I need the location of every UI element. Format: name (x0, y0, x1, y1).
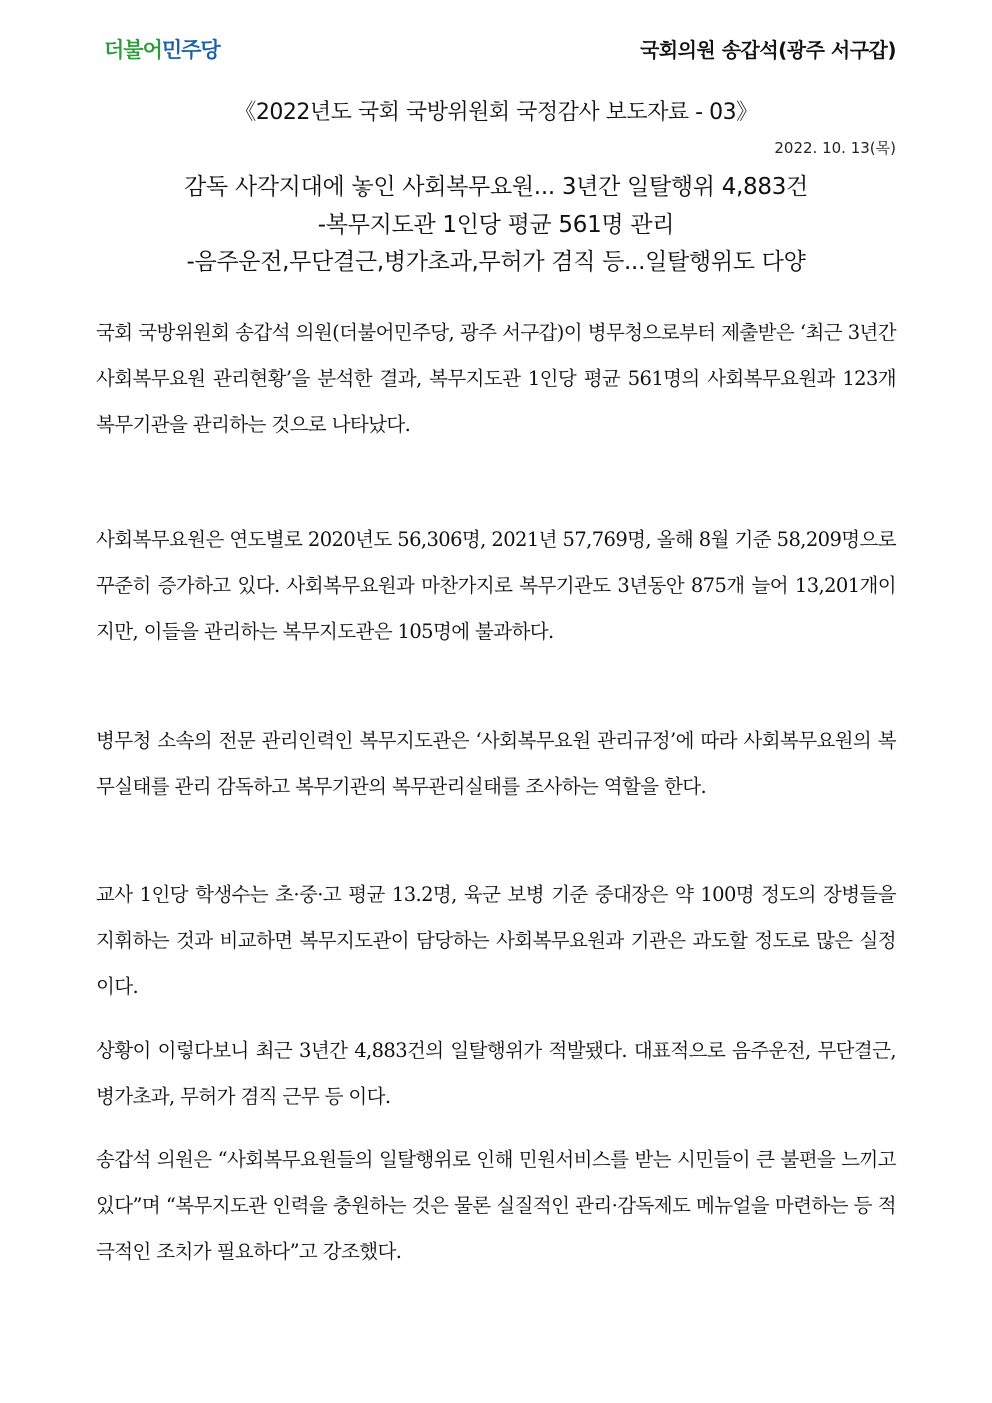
body-paragraph-4: 교사 1인당 학생수는 초·중·고 평균 13.2명, 육군 보병 기준 중대장은 약 100명 정도의 장병들을 지휘하는 것과 비교하면 복무지도관이 담당하는 사회복무요원과 기관은 과도할 정도로 많은 실정이다. (96, 883, 896, 998)
page-header (0, 30, 992, 70)
body-paragraph-6: 송갑석 의원은 “사회복무요원들의 일탈행위로 인해 민원서비스를 받는 시민들이 큰 불편을 느끼고 있다”며 “복무지도관 인력을 충원하는 것은 물론 실질적인 관리·감독제도 메뉴얼을 마련하는 등 적극적인 조치가 필요하다”고 강조했다. (96, 1148, 896, 1263)
body-paragraph-3: 병무청 소속의 전문 관리인력인 복무지도관은 ‘사회복무요원 관리규정’에 따라 사회복무요원의 복무실태를 관리 감독하고 복무기관의 복무관리실태를 조사하는 역할을 한다. (96, 729, 896, 798)
member-name: 국회의원 송갑석(광주 서구갑) (639, 38, 896, 62)
headline-main: 감독 사각지대에 놓인 사회복무요원... 3년간 일탈행위 4,883건 (184, 174, 808, 200)
party-logo (104, 34, 220, 64)
body-paragraph-1: 국회 국방위원회 송갑석 의원(더불어민주당, 광주 서구갑)이 병무청으로부터 제출받은 ‘최근 3년간 사회복무요원 관리현황’을 분석한 결과, 복무지도관 1인당 평균 561명의 사회복무요원과 123개 복무기관을 관리하는 것으로 나타났다. (96, 321, 896, 436)
document-date: 2022. 10. 13(목) (774, 139, 896, 157)
document-title: 《2022년도 국회 국방위원회 국정감사 보도자료 - 03》 (234, 100, 758, 125)
logo-text-green: 더불어 (104, 38, 162, 62)
body-paragraph-5: 상황이 이렇다보니 최근 3년간 4,883건의 일탈행위가 적발됐다. 대표적으로 음주운전, 무단결근, 병가초과, 무허가 겸직 근무 등 이다. (96, 1039, 896, 1108)
headline-sub-2: -음주운전,무단결근,병가초과,무허가 겸직 등...일탈행위도 다양 (186, 249, 806, 275)
logo-text-blue: 민주당 (161, 38, 220, 62)
body-paragraph-2: 사회복무요원은 연도별로 2020년도 56,306명, 2021년 57,769명, 올해 8월 기준 58,209명으로 꾸준히 증가하고 있다. 사회복무요원과 마찬가지로 복무기관도 3년동안 875개 늘어 13,201개이지만, 이들을 관리하는 복무지도관은 105명에 불과하다. (96, 528, 896, 643)
headline-sub-1: -복무지도관 1인당 평균 561명 관리 (317, 212, 675, 238)
